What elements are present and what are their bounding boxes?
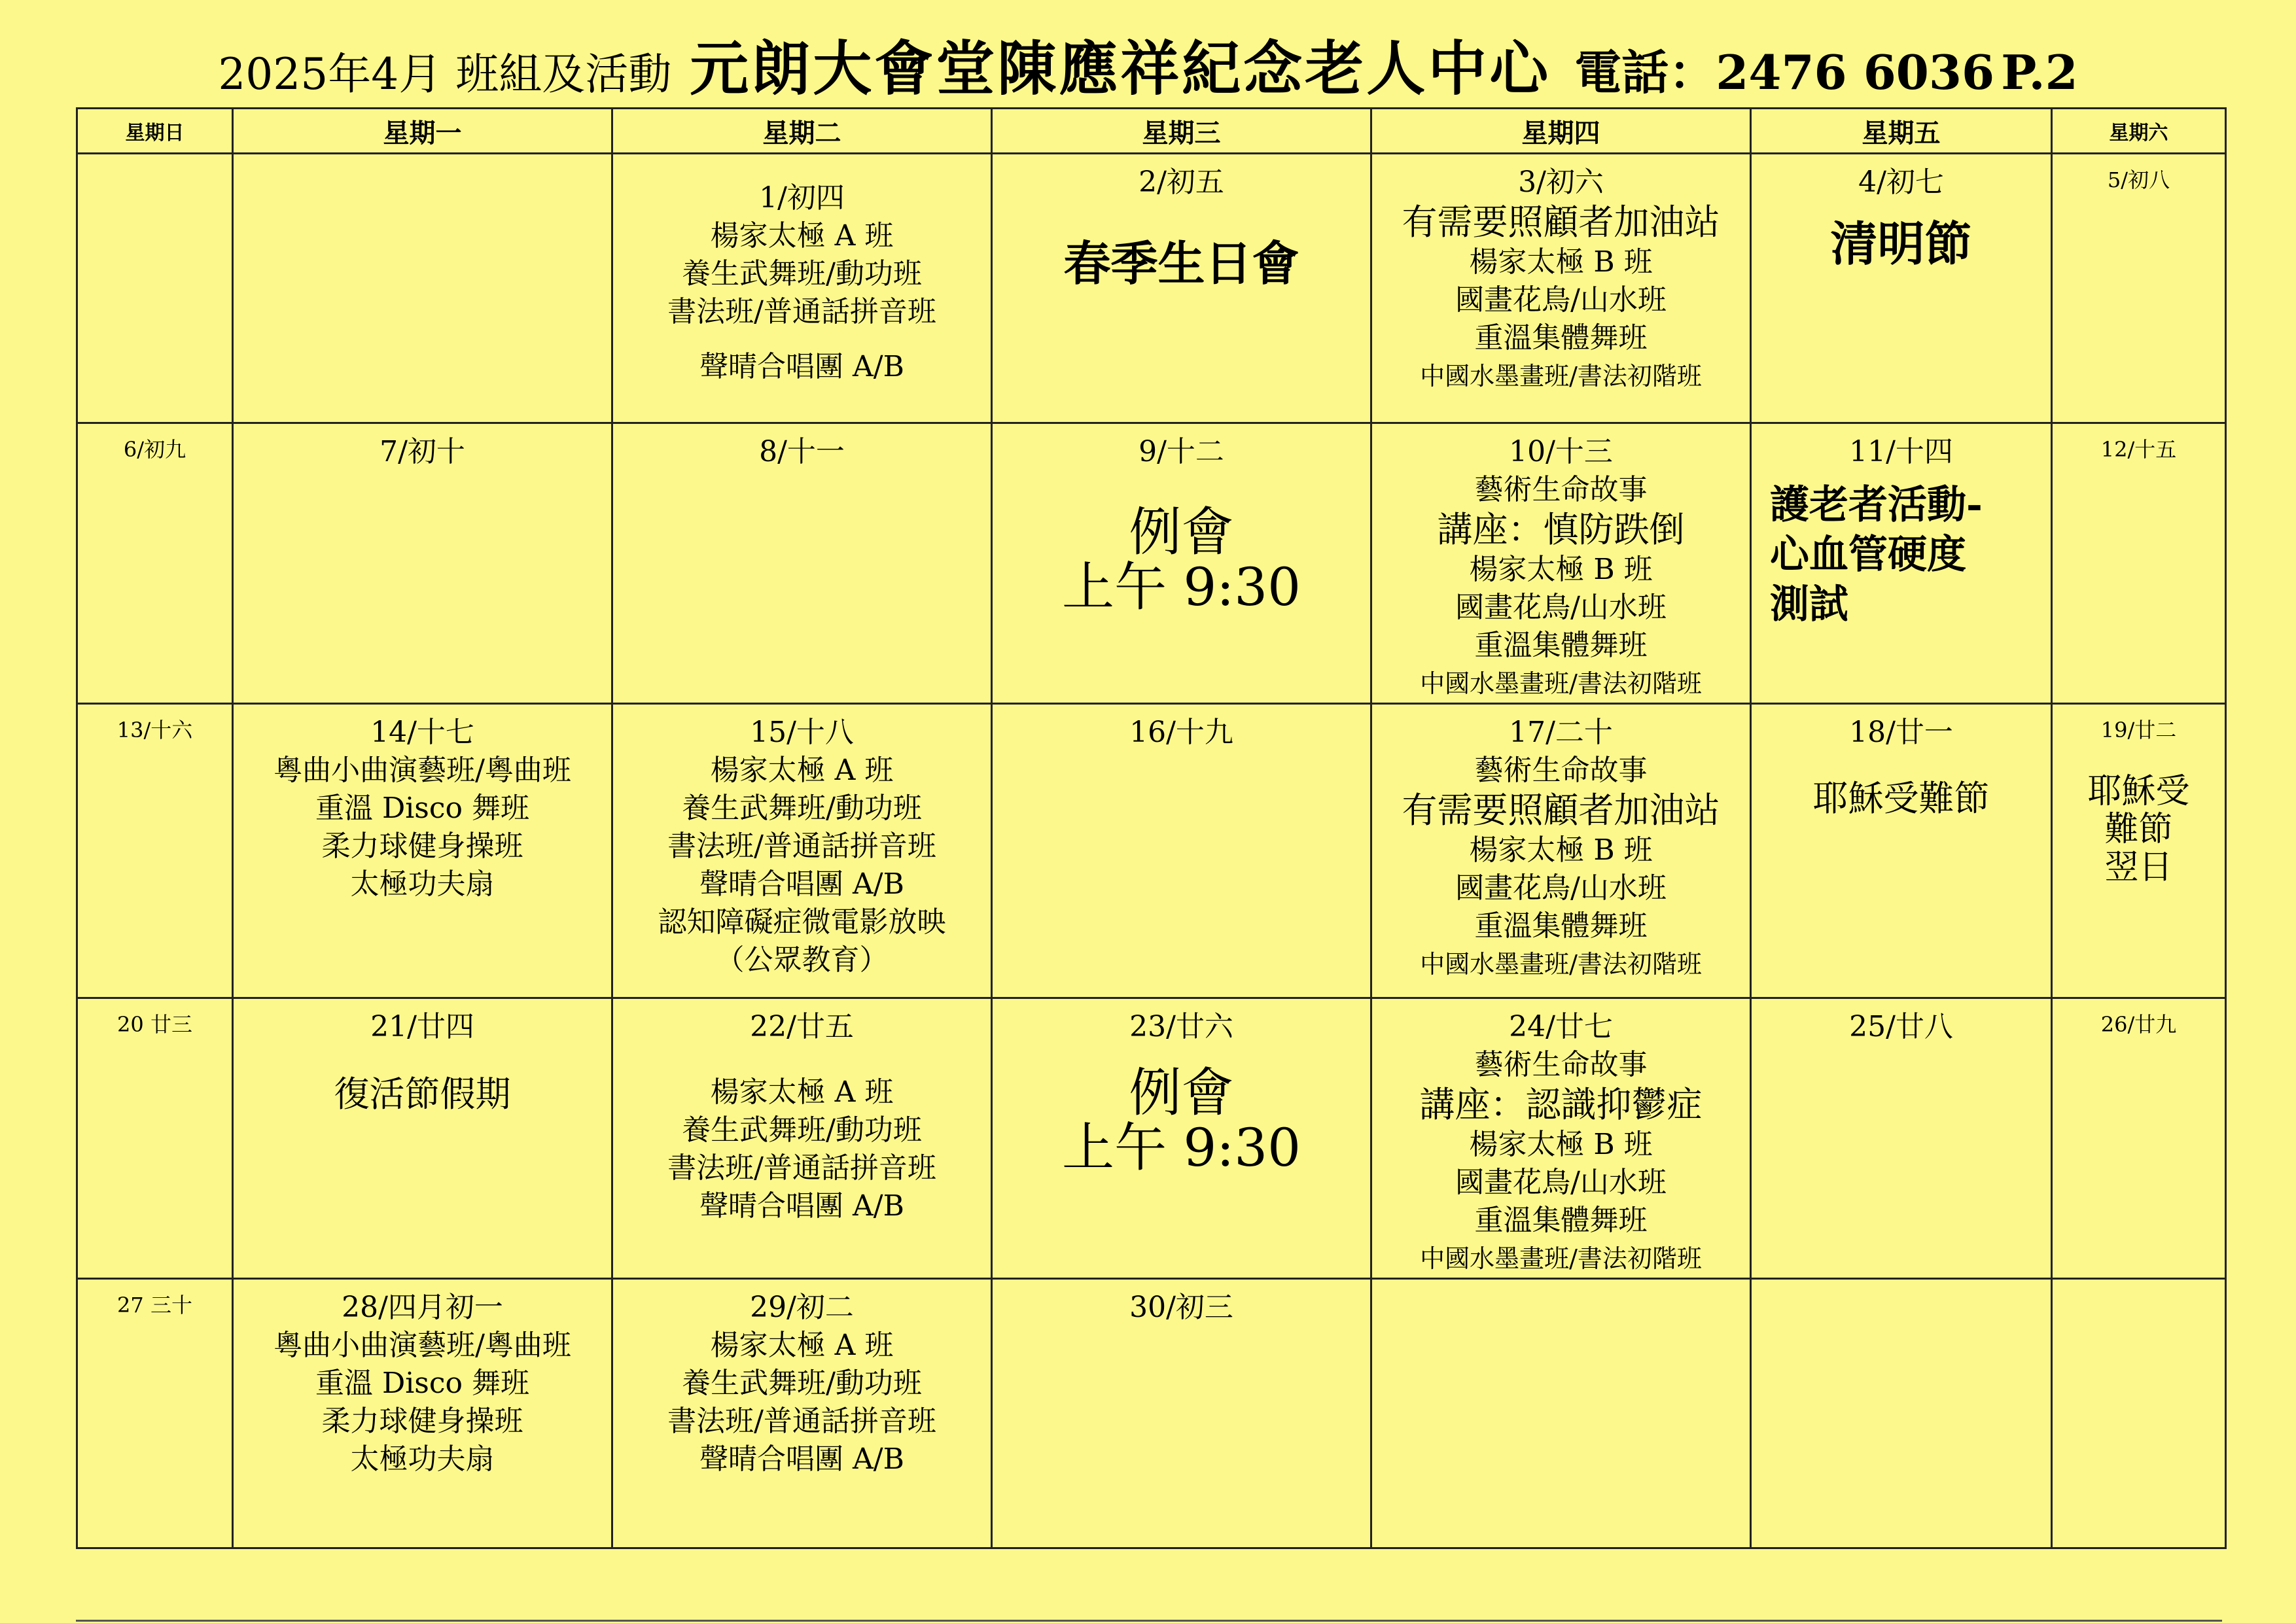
day-cell [77,1279,233,1548]
activity-item: 認知障礙症微電影放映 [658,905,946,939]
day-date: 15/十八 [750,716,854,749]
weekday-header-row [77,109,2226,154]
day-date: 8/十一 [759,435,845,468]
activity-item: 養生武舞班/動功班 [682,792,922,825]
activity-item: 重溫集體舞班 [1474,629,1648,662]
activity-item: 養生武舞班/動功班 [682,1367,922,1400]
day-date: 1/初四 [759,181,845,215]
special-event-line: 耶穌受 [2087,772,2190,811]
weekday-header-tue: 星期二 [612,109,992,154]
day-cell [1751,704,2052,998]
day-cell [1751,1279,2052,1548]
month-heading: 2025年4月 班組及活動 [218,49,672,99]
activity-item: 重溫 Disco 舞班 [315,1367,530,1400]
page-header [0,26,2296,111]
day-cell [992,998,1371,1279]
activity-item: 書法班/普通話拼音班 [667,295,936,328]
activity-item: 書法班/普通話拼音班 [667,1405,936,1438]
activity-item: 國畫花鳥/山水班 [1455,871,1667,905]
page-number: P.2 [2001,44,2078,100]
day-cell [77,998,233,1279]
activity-item: 楊家太極 B 班 [1469,245,1653,279]
day-cell [2052,704,2226,998]
day-date: 25/廿八 [1849,1010,1953,1043]
weekday-header-sun: 星期日 [77,109,233,154]
day-date: 30/初三 [1129,1291,1233,1324]
day-date: 7/初十 [380,435,465,468]
activity-item: （公眾教育） [715,943,889,977]
day-cell [77,154,233,423]
activity-item: 楊家太極 A 班 [710,219,894,253]
week-row [77,1279,2226,1548]
special-event-line: 難節 [2104,810,2173,849]
day-date: 20 廿三 [117,1012,192,1037]
activity-item: 國畫花鳥/山水班 [1455,1166,1667,1199]
activity-item: 重溫集體舞班 [1474,1204,1648,1237]
activity-item: 講座：認識抑鬱症 [1419,1084,1703,1125]
activity-item: 聲晴合唱團 A/B [699,1442,904,1476]
activity-item: 重溫 Disco 舞班 [315,792,530,825]
day-cell [612,154,992,423]
activity-item: 有需要照顧者加油站 [1402,201,1720,243]
special-event: 復活節假期 [334,1073,511,1115]
special-event-line: 心血管硬度 [1770,532,1966,578]
day-cell [1371,154,1751,423]
day-date: 9/十二 [1139,435,1224,468]
day-date: 22/廿五 [750,1010,854,1043]
activity-item: 書法班/普通話拼音班 [667,829,936,863]
day-date: 3/初六 [1518,166,1604,199]
activity-item: 書法班/普通話拼音班 [667,1151,936,1185]
activity-item: 楊家太極 A 班 [710,754,894,787]
week-row [77,704,2226,998]
day-date: 19/廿二 [2100,718,2177,742]
activity-item: 柔力球健身操班 [321,829,523,863]
day-cell [2052,154,2226,423]
day-cell [2052,1279,2226,1548]
day-cell [233,1279,612,1548]
day-cell [77,423,233,704]
meeting-time: 上午 9:30 [1061,1117,1301,1178]
activity-item: 藝術生命故事 [1474,473,1648,506]
week-row [77,154,2226,423]
weekday-header-wed: 星期三 [992,109,1371,154]
day-date: 21/廿四 [370,1010,474,1043]
activity-item: 粵曲小曲演藝班/粵曲班 [274,1329,571,1362]
week-row [77,423,2226,704]
day-date: 13/十六 [116,718,193,742]
activity-item: 中國水墨畫班/書法初階班 [1420,950,1702,979]
day-cell [992,154,1371,423]
activity-item: 楊家太極 A 班 [710,1329,894,1362]
special-event-line: 翌日 [2104,848,2173,887]
activity-item: 粵曲小曲演藝班/粵曲班 [274,754,571,787]
day-date: 16/十九 [1129,716,1233,749]
meeting-time: 上午 9:30 [1061,557,1301,618]
activity-calendar [76,107,2227,1549]
activity-item: 中國水墨畫班/書法初階班 [1420,362,1702,391]
activity-item: 養生武舞班/動功班 [682,257,922,290]
day-cell [612,423,992,704]
day-date: 27 三十 [117,1293,192,1318]
activity-item: 藝術生命故事 [1474,754,1648,787]
activity-item: 聲晴合唱團 A/B [699,1189,904,1223]
day-cell [992,423,1371,704]
activity-item: 太極功夫扇 [350,867,495,901]
weekday-header-thu: 星期四 [1371,109,1751,154]
day-cell [1751,154,2052,423]
special-event: 春季生日會 [1063,236,1299,291]
day-date: 5/初八 [2107,167,2170,192]
weekday-header-fri: 星期五 [1751,109,2052,154]
day-date: 26/廿九 [2100,1012,2177,1037]
activity-item: 藝術生命故事 [1474,1048,1648,1081]
day-cell [1371,423,1751,704]
activity-item: 柔力球健身操班 [321,1405,523,1438]
day-date: 10/十三 [1509,435,1613,468]
day-date: 6/初九 [123,437,186,462]
day-cell [1371,998,1751,1279]
day-cell [992,1279,1371,1548]
activity-item: 聲晴合唱團 A/B [699,350,904,383]
day-cell [233,423,612,704]
day-cell [2052,423,2226,704]
activity-item: 楊家太極 B 班 [1469,833,1653,867]
special-event-line: 護老者活動- [1770,482,1983,528]
day-date: 2/初五 [1139,166,1224,199]
footer-rule [76,1620,2222,1622]
activity-item: 養生武舞班/動功班 [682,1113,922,1147]
day-cell [1371,1279,1751,1548]
day-cell [2052,998,2226,1279]
activity-item: 太極功夫扇 [350,1442,495,1476]
activity-item: 楊家太極 B 班 [1469,1128,1653,1161]
activity-item: 重溫集體舞班 [1474,321,1648,355]
day-cell [77,704,233,998]
activity-item: 國畫花鳥/山水班 [1455,591,1667,624]
day-date: 17/二十 [1509,716,1613,749]
special-event: 清明節 [1830,216,1972,271]
day-date: 4/初七 [1858,166,1944,199]
day-cell [612,1279,992,1548]
activity-item: 楊家太極 B 班 [1469,553,1653,586]
meeting-title: 例會 [1129,1062,1234,1123]
phone-number: 電話：2476 6036 [1574,44,1995,100]
activity-item: 講座：慎防跌倒 [1437,509,1685,550]
centre-name: 元朗大會堂陳應祥紀念老人中心 [690,34,1551,103]
activity-item: 重溫集體舞班 [1474,909,1648,943]
special-event-line: 測試 [1770,582,1848,627]
activity-item: 國畫花鳥/山水班 [1455,283,1667,317]
day-date: 24/廿七 [1509,1010,1613,1043]
day-date: 12/十五 [2100,437,2177,462]
week-row [77,998,2226,1279]
day-cell [1371,704,1751,998]
activity-item: 中國水墨畫班/書法初階班 [1420,1244,1702,1273]
activity-item: 有需要照顧者加油站 [1402,790,1720,831]
day-cell [233,154,612,423]
day-date: 18/廿一 [1849,716,1953,749]
day-cell [233,704,612,998]
meeting-title: 例會 [1129,502,1234,563]
day-cell [1751,998,2052,1279]
activity-item: 聲晴合唱團 A/B [699,867,904,901]
activity-item: 中國水墨畫班/書法初階班 [1420,669,1702,698]
day-cell [612,998,992,1279]
day-cell [233,998,612,1279]
day-date: 28/四月初一 [342,1291,503,1324]
weekday-header-mon: 星期一 [233,109,612,154]
day-date: 29/初二 [750,1291,854,1324]
day-date: 11/十四 [1849,435,1953,468]
day-cell [1751,423,2052,704]
day-cell [612,704,992,998]
activity-item: 楊家太極 A 班 [710,1075,894,1109]
weekday-header-sat: 星期六 [2052,109,2226,154]
special-event: 耶穌受難節 [1812,778,1990,819]
day-cell [992,704,1371,998]
day-date: 23/廿六 [1129,1010,1233,1043]
day-date: 14/十七 [370,716,474,749]
